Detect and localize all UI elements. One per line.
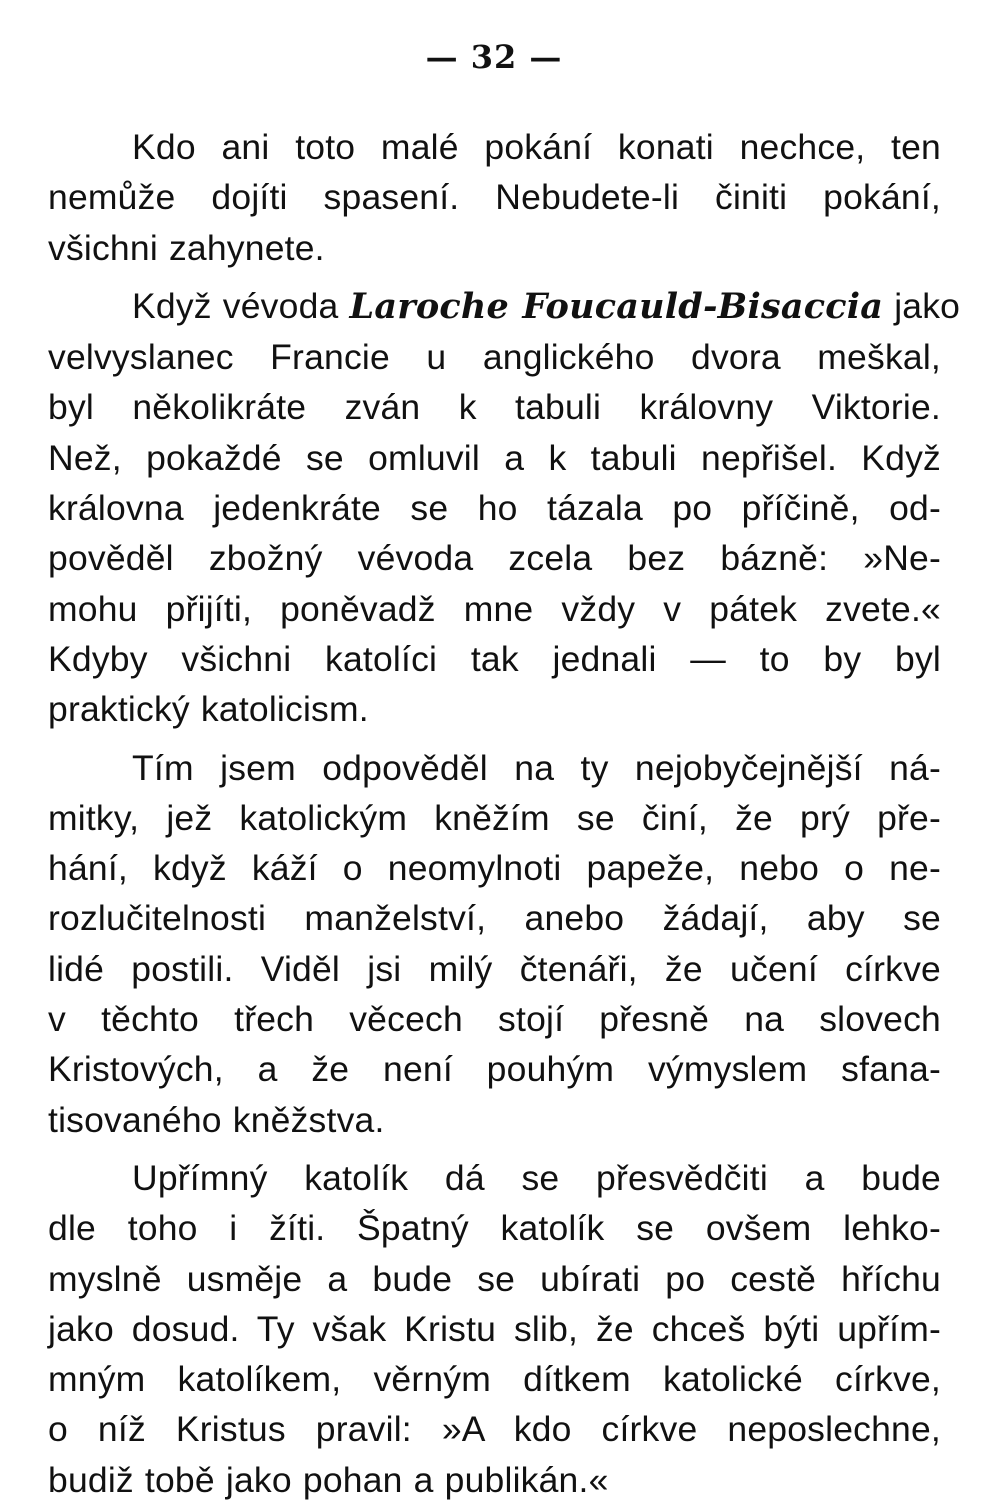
text-line: všichni zahynete. <box>48 227 325 268</box>
italic-name: Laroche Foucauld-Bisaccia <box>349 285 884 327</box>
text-line: myslně usměje a bude se ubírati po cestě hříchu <box>48 1258 941 1299</box>
text-line: budiž tobě jako pohan a publikán.« <box>48 1459 609 1500</box>
text-line: Kristových, a že není pouhým výmyslem sfana- <box>48 1049 941 1090</box>
text-line: rozlučitelnosti manželství, anebo žádají, aby se <box>48 898 941 939</box>
text-line: Tím jsem odpověděl na ty nejobyčejnější ná- <box>132 747 941 788</box>
text-line: mohu přijíti, poněvadž mne vždy v pátek zvete.« <box>48 588 941 629</box>
text-line: lidé postili. Viděl jsi milý čtenáři, že učení církve <box>48 948 941 989</box>
text-line: Než, pokaždé se omluvil a k tabuli nepřišel. Když <box>48 437 941 478</box>
text-line: tisovaného kněžstva. <box>48 1099 385 1140</box>
text-line: o níž Kristus pravil: »A kdo církve neposlechne, <box>48 1409 941 1450</box>
text-line-with-name <box>48 281 961 332</box>
text-line: mným katolíkem, věrným dítkem katolické církve, <box>48 1359 941 1400</box>
page-number: — 32 — <box>425 38 563 76</box>
text-line: hání, když káží o neomylnoti papeže, nebo o ne- <box>48 848 941 889</box>
paragraph-4 <box>48 1153 941 1505</box>
text-line: byl několikráte zván k tabuli královny Viktorie. <box>48 387 941 428</box>
text-line: Kdo ani toto malé pokání konati nechce, ten <box>132 127 941 167</box>
text-line: Upřímný katolík dá se přesvědčiti a bude <box>132 1157 941 1198</box>
text-line: jako dosud. Ty však Kristu slib, že chceš býti upřím- <box>48 1308 941 1349</box>
page-text <box>48 122 961 1505</box>
text-line: praktický katolicism. <box>48 689 369 730</box>
paragraph-2 <box>48 281 961 735</box>
text-line: v těchto třech věcech stojí přesně na slovech <box>48 999 941 1040</box>
paragraph-3 <box>48 743 941 1145</box>
text-line: velvyslanec Francie u anglického dvora meškal, <box>48 337 941 378</box>
text-line: Kdyby všichni katolíci tak jednali — to by byl <box>48 638 941 679</box>
text-fragment: Když vévoda <box>132 285 350 326</box>
text-line: nemůže dojíti spasení. Nebudete-li činiti pokání, <box>48 177 941 218</box>
text-line: pověděl zbožný vévoda zcela bez bázně: »Ne- <box>48 538 941 579</box>
text-fragment: jako <box>883 285 961 326</box>
text-line: královna jedenkráte se ho tázala po příčině, od- <box>48 488 941 529</box>
paragraph-1 <box>48 122 941 273</box>
text-line: mitky, jež katolickým kněžím se činí, že prý pře- <box>48 797 941 838</box>
text-line: dle toho i žíti. Špatný katolík se ovšem lehko- <box>48 1208 941 1249</box>
